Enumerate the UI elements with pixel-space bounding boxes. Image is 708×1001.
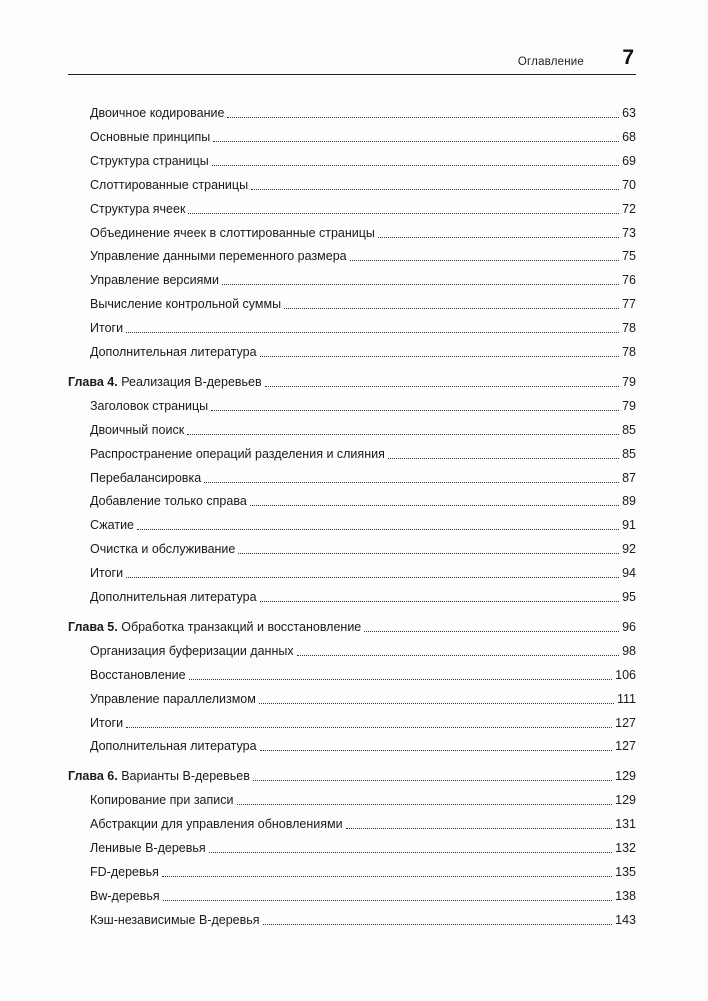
toc-entry xyxy=(90,585,636,605)
toc-page-number: 106 xyxy=(615,667,636,682)
dot-leader xyxy=(251,188,619,190)
chapter-label: Глава 5. xyxy=(68,619,118,634)
chapter-label: Глава 4. xyxy=(68,374,118,389)
toc-entry xyxy=(90,268,636,288)
toc-entry-title: Ленивые B-деревья xyxy=(90,841,206,855)
dot-leader xyxy=(126,726,612,728)
toc-entry xyxy=(90,197,636,217)
toc-chapter-entry xyxy=(68,615,636,635)
dot-leader xyxy=(265,385,619,387)
dot-leader xyxy=(238,552,619,554)
toc-entry xyxy=(90,466,636,486)
dot-leader xyxy=(187,433,619,435)
toc-entry-title: Добавление только справа xyxy=(90,494,247,509)
toc-entry xyxy=(90,173,636,193)
dot-leader xyxy=(188,212,619,214)
toc-entry xyxy=(90,711,636,731)
toc-entry-title: Итоги xyxy=(90,321,124,336)
dot-leader xyxy=(260,749,613,751)
toc-entry-title: Итоги xyxy=(90,566,124,581)
toc-page-number: 129 xyxy=(615,793,636,808)
toc-page-number: 96 xyxy=(622,619,636,634)
toc-entry-title xyxy=(68,620,361,635)
toc-entry-title: Структура ячеек xyxy=(90,201,186,216)
toc-entry-title: Организация буферизации данных xyxy=(90,643,294,658)
toc-entry-title: Итоги xyxy=(90,715,124,730)
dot-leader xyxy=(162,875,612,877)
toc-page-number: 78 xyxy=(622,321,636,336)
toc-entry xyxy=(90,316,636,336)
toc-entry-title xyxy=(68,769,250,784)
toc-entry xyxy=(90,537,636,557)
toc-entry-title: Сжатие xyxy=(90,518,135,533)
dot-leader xyxy=(364,630,619,632)
dot-leader xyxy=(137,528,619,530)
toc-entry xyxy=(90,687,636,707)
toc-page-number: 75 xyxy=(622,249,636,264)
dot-leader xyxy=(213,140,619,142)
toc-entry-title: Основные принципы xyxy=(90,129,211,144)
toc-page-number: 70 xyxy=(622,177,636,192)
toc-entry xyxy=(90,221,636,241)
toc-entry-title: Заголовок страницы xyxy=(90,398,209,413)
dot-leader xyxy=(227,116,619,118)
dot-leader xyxy=(388,457,619,459)
dot-leader xyxy=(378,236,619,238)
toc-entry xyxy=(90,561,636,581)
dot-leader xyxy=(126,576,619,578)
toc-entry-title: Очистка и обслуживание xyxy=(90,542,236,557)
toc-page-number: 127 xyxy=(615,715,636,730)
dot-leader xyxy=(212,164,619,166)
dot-leader xyxy=(346,827,613,829)
toc-page-number: 135 xyxy=(615,864,636,879)
toc-entry xyxy=(90,125,636,145)
toc-page-number: 63 xyxy=(622,106,636,120)
toc-page-number: 138 xyxy=(615,888,636,903)
toc-page-number: 92 xyxy=(622,542,636,557)
dot-leader xyxy=(237,803,613,805)
toc-entry-title: Управление версиями xyxy=(90,273,219,288)
toc-entry-title: Копирование при записи xyxy=(90,793,234,808)
page-number: 7 xyxy=(622,46,634,69)
dot-leader xyxy=(263,923,613,925)
toc-entry-title: Дополнительная литература xyxy=(90,345,257,359)
toc-chapter-entry xyxy=(68,764,636,784)
toc-entry-title: Абстракции для управления обновлениями xyxy=(90,817,343,832)
toc-entry xyxy=(90,244,636,264)
toc-page-number: 143 xyxy=(615,912,636,927)
dot-leader xyxy=(209,851,612,853)
toc-page-number: 85 xyxy=(622,422,636,437)
chapter-title: Обработка транзакций и восстановление xyxy=(121,619,362,634)
toc-entry xyxy=(90,394,636,414)
toc-entry-title xyxy=(68,375,262,390)
toc-entry xyxy=(90,292,636,312)
toc-entry xyxy=(90,908,636,928)
dot-leader xyxy=(259,702,614,704)
toc-entry-title: Двоичное кодирование xyxy=(90,106,225,120)
toc-page-number: 94 xyxy=(622,566,636,581)
toc-entry xyxy=(90,418,636,438)
toc-page-number: 85 xyxy=(622,446,636,461)
dot-leader xyxy=(204,481,619,483)
toc-page-number: 79 xyxy=(622,374,636,389)
toc-page-number: 89 xyxy=(622,494,636,509)
header-title: Оглавление xyxy=(517,56,584,68)
toc-entry xyxy=(90,149,636,169)
toc-page-number: 73 xyxy=(622,225,636,240)
dot-leader xyxy=(297,654,619,656)
dot-leader xyxy=(211,409,619,411)
toc-page-number: 111 xyxy=(616,691,636,706)
toc-entry xyxy=(90,101,636,121)
toc-entry xyxy=(90,489,636,509)
toc-entry-title: Дополнительная литература xyxy=(90,590,257,604)
toc-entry-title: Bw-деревья xyxy=(90,888,160,903)
toc-entry xyxy=(90,442,636,462)
toc-entry-title: Дополнительная литература xyxy=(90,739,257,754)
dot-leader xyxy=(253,779,612,781)
toc-entry xyxy=(90,513,636,533)
toc-entry xyxy=(90,884,636,904)
toc-entry xyxy=(90,836,636,856)
dot-leader xyxy=(189,678,613,680)
toc-entry xyxy=(90,734,636,754)
toc-entry-title: Двоичный поиск xyxy=(90,422,185,437)
toc-entry-title: Управление данными переменного размера xyxy=(90,249,347,264)
toc-entry-title: Слоттированные страницы xyxy=(90,177,249,192)
dot-leader xyxy=(126,331,619,333)
toc-page-number: 72 xyxy=(622,201,636,216)
toc-entry-title: Вычисление контрольной суммы xyxy=(90,297,282,312)
toc-page-number: 69 xyxy=(622,153,636,168)
toc-entry-title: Восстановление xyxy=(90,667,186,682)
toc-page-number: 98 xyxy=(622,643,636,658)
toc-entry-title: FD-деревья xyxy=(90,864,159,879)
toc-page-number: 77 xyxy=(622,297,636,312)
dot-leader xyxy=(163,899,613,901)
toc-chapter-entry xyxy=(68,370,636,390)
dot-leader xyxy=(260,600,620,602)
toc-entry-title: Управление параллелизмом xyxy=(90,691,256,706)
dot-leader xyxy=(222,283,619,285)
toc-entry-title: Структура страницы xyxy=(90,153,209,168)
dot-leader xyxy=(284,307,619,309)
chapter-title: Варианты B-деревьев xyxy=(121,769,250,784)
dot-leader xyxy=(350,259,619,261)
toc-page-number: 68 xyxy=(622,129,636,144)
toc-entry-title: Распространение операций разделения и слияния xyxy=(90,446,385,461)
toc-page-number: 79 xyxy=(622,398,636,413)
toc-page-number: 76 xyxy=(622,273,636,288)
toc-page-number: 132 xyxy=(615,841,636,855)
toc-entry xyxy=(90,639,636,659)
toc-page-number: 87 xyxy=(622,470,636,485)
toc-page-number: 91 xyxy=(622,518,636,533)
toc-page-number: 131 xyxy=(615,817,636,832)
toc-entry xyxy=(90,663,636,683)
toc-entry-title: Кэш-независимые B-деревья xyxy=(90,912,260,927)
toc-entry xyxy=(90,860,636,880)
toc-page-number: 95 xyxy=(622,590,636,604)
toc-entry-title: Перебалансировка xyxy=(90,470,202,485)
toc-page-number: 78 xyxy=(622,345,636,359)
chapter-title: Реализация B-деревьев xyxy=(121,374,262,389)
chapter-label: Глава 6. xyxy=(68,769,118,784)
toc-page-number: 127 xyxy=(615,739,636,754)
dot-leader xyxy=(250,504,619,506)
toc-entry xyxy=(90,340,636,360)
toc-page-number: 129 xyxy=(615,769,636,784)
toc-entry-title: Объединение ячеек в слоттированные страницы xyxy=(90,225,375,240)
running-header xyxy=(68,44,636,75)
toc-entry xyxy=(90,788,636,808)
toc-entry xyxy=(90,812,636,832)
dot-leader xyxy=(260,355,620,357)
